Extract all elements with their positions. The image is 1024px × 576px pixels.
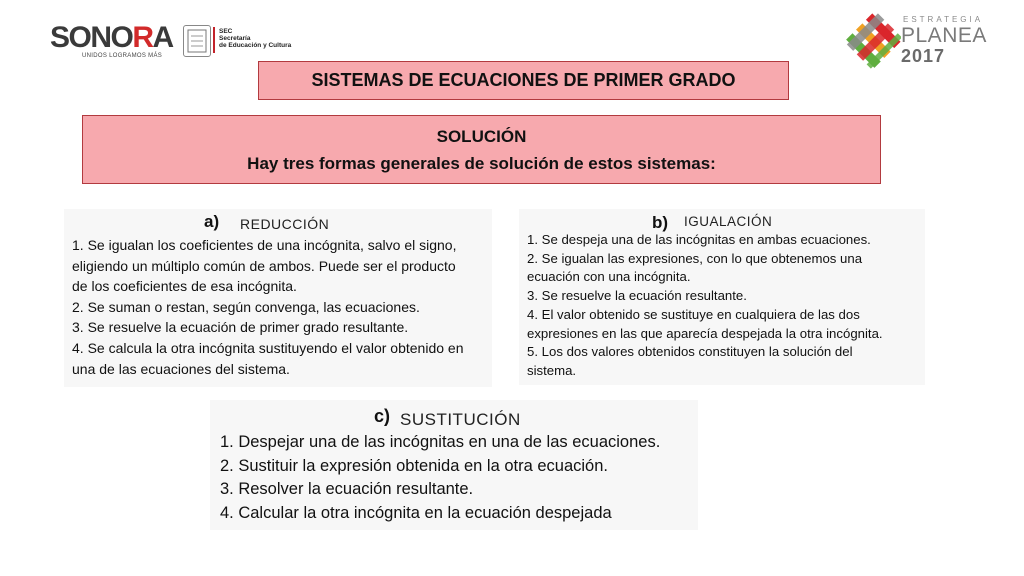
method-sustitucion-panel <box>210 400 698 530</box>
slide-title-box <box>258 61 789 100</box>
sonora-tagline: UNIDOS LOGRAMOS MÁS <box>82 53 163 59</box>
method-b-line: ecuación con una incógnita. <box>527 269 691 285</box>
method-a-title: REDUCCIÓN <box>240 216 330 232</box>
solution-heading: SOLUCIÓN <box>436 127 527 146</box>
planea-logo <box>845 12 987 70</box>
method-a-line: 2. Se suman o restan, según convenga, las ecuaciones. <box>72 298 420 315</box>
sec-seal-icon <box>183 25 211 57</box>
slide-title: SISTEMAS DE ECUACIONES DE PRIMER GRADO <box>311 70 736 90</box>
method-b-line: 4. El valor obtenido se sustituye en cualquiera de las dos <box>527 306 860 322</box>
method-a-line: una de las ecuaciones del sistema. <box>72 360 290 377</box>
method-reduccion-panel <box>64 209 492 387</box>
planea-name: PLANEA <box>901 24 987 47</box>
method-c-line: 4. Calcular la otra incógnita en la ecuación despejada <box>220 503 612 522</box>
method-b-line: 5. Los dos valores obtenidos constituyen la solución del <box>527 344 853 360</box>
sec-line3: de Educación y Cultura <box>219 42 292 49</box>
method-b-line: 2. Se igualan las expresiones, con lo que obtenemos una <box>527 250 863 266</box>
method-a-line: de los coeficientes de esa incógnita. <box>72 278 297 295</box>
method-b-line: sistema. <box>527 362 577 378</box>
sec-line2: Secretaría <box>219 35 251 42</box>
solution-box <box>82 115 881 184</box>
method-a-line: 1. Se igualan los coeficientes de una incógnita, salvo el signo, <box>72 237 457 253</box>
method-b-title: IGUALACIÓN <box>684 214 773 229</box>
method-a-line: eligiendo un múltiplo común de ambos. Puede ser el producto <box>72 257 456 274</box>
sec-divider <box>213 27 215 53</box>
method-a-line: 4. Se calcula la otra incógnita sustituyendo el valor obtenido en <box>72 340 464 356</box>
method-c-letter: c) <box>374 406 391 426</box>
method-a-line: 3. Se resuelve la ecuación de primer grado resultante. <box>72 319 409 336</box>
method-igualacion-panel <box>519 209 925 385</box>
sonora-wordmark: SONORA <box>50 21 173 54</box>
sec-line1: SEC <box>219 28 233 35</box>
method-b-line: 1. Se despeja una de las incógnitas en ambas ecuaciones. <box>527 232 871 247</box>
method-b-letter: b) <box>652 213 669 232</box>
method-c-line: 1. Despejar una de las incógnitas en una de las ecuaciones. <box>220 433 661 451</box>
planea-weave-icon <box>845 12 901 70</box>
planea-year: 2017 <box>901 46 946 66</box>
method-c-line: 3. Resolver la ecuación resultante. <box>220 480 474 498</box>
method-b-line: expresiones en las que aparecía despejada la otra incógnita. <box>527 325 883 341</box>
method-a-letter: a) <box>204 212 220 231</box>
method-c-line: 2. Sustituir la expresión obtenida en la otra ecuación. <box>220 456 608 475</box>
method-c-title: SUSTITUCIÓN <box>400 410 521 429</box>
planea-estrategia: ESTRATEGIA <box>903 15 984 24</box>
sec-logo-text <box>219 28 291 49</box>
solution-text: Hay tres formas generales de solución de estos sistemas: <box>247 154 716 173</box>
sonora-logo <box>50 22 175 60</box>
method-b-line: 3. Se resuelve la ecuación resultante. <box>527 288 747 304</box>
